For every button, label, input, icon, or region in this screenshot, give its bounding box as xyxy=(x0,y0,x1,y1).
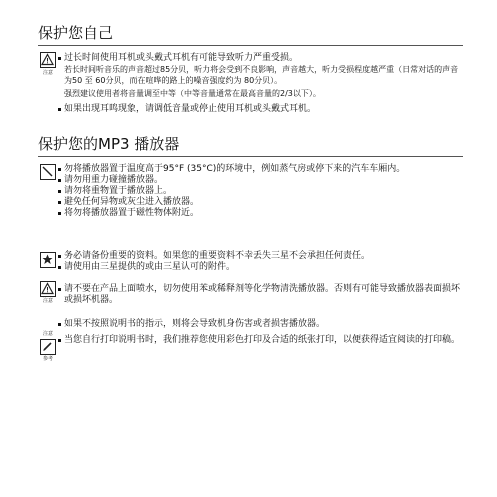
hearing-bullet-1: 过长时间使用耳机或头戴式耳机有可能导致听力严重受损。 xyxy=(64,53,464,64)
hearing-detail-2: 强烈建议使用者将音量调至中等（中等音量通常在最高音量的2/3以下）。 xyxy=(64,89,321,98)
caution-label: 注意 xyxy=(42,331,53,337)
player-group-2 xyxy=(64,251,464,273)
important-star-icon xyxy=(40,252,56,268)
caution-icon xyxy=(40,281,56,297)
note-pencil-icon xyxy=(40,339,56,355)
player-item: 如果不按照说明书的指示，则将会导致机身伤害或者损害播放器。 xyxy=(64,319,464,330)
player-item: 避免任何异物或灰尘进入播放器。 xyxy=(64,197,464,208)
hearing-bullet-2: 如果出现耳鸣现象，请调低音量或停止使用耳机或头戴式耳机。 xyxy=(64,104,464,115)
player-item: 将勿将播放器置于磁性物体附近。 xyxy=(64,208,464,219)
player-item: 请不要在产品上面喷水，切勿使用苯或稀释剂等化学物清洗播放器。否则有可能导致播放器表面损坏或损坏机器。 xyxy=(64,284,464,306)
prohibited-icon xyxy=(40,164,56,180)
player-item: 当您自行打印说明书时，我们推荐您使用彩色打印及合适的纸张打印，以便获得适宜阅读的打印稿。 xyxy=(64,335,464,346)
hearing-detail-1: 若长时间听音乐的声音超过85分贝，听力将会受到不良影响，声音越大，听力受损程度越严重（日常对话的声音为50 至 60分贝，而在喧哗的路上的噪音强度约为 80分贝）。 xyxy=(64,65,459,85)
player-item: 请使用由三星提供的或由三星认可的附件。 xyxy=(64,262,464,273)
player-item: 请勿将重物置于播放器上。 xyxy=(64,186,464,197)
caution-label: 注意 xyxy=(42,70,53,76)
section-title-protect-yourself: 保护您自己 xyxy=(38,24,463,46)
player-group-4 xyxy=(64,319,464,330)
player-group-1 xyxy=(64,164,464,219)
caution-label: 注意 xyxy=(42,298,53,304)
note-label: 参考 xyxy=(42,356,53,362)
player-item: 请勿用重力碰撞播放器。 xyxy=(64,175,464,186)
player-item: 勿将播放器置于温度高于95°F (35°C)的环境中，例如蒸气房或停下来的汽车车厢内。 xyxy=(64,164,464,175)
player-group-5 xyxy=(64,335,464,346)
caution-icon xyxy=(40,52,56,68)
section-title-protect-player: 保护您的MP3 播放器 xyxy=(38,135,463,157)
player-group-3 xyxy=(64,284,464,306)
player-item: 务必请备份重要的资料。如果您的重要资料不幸丢失三星不会承担任何责任。 xyxy=(64,251,464,262)
hearing-warning-text xyxy=(64,53,464,115)
